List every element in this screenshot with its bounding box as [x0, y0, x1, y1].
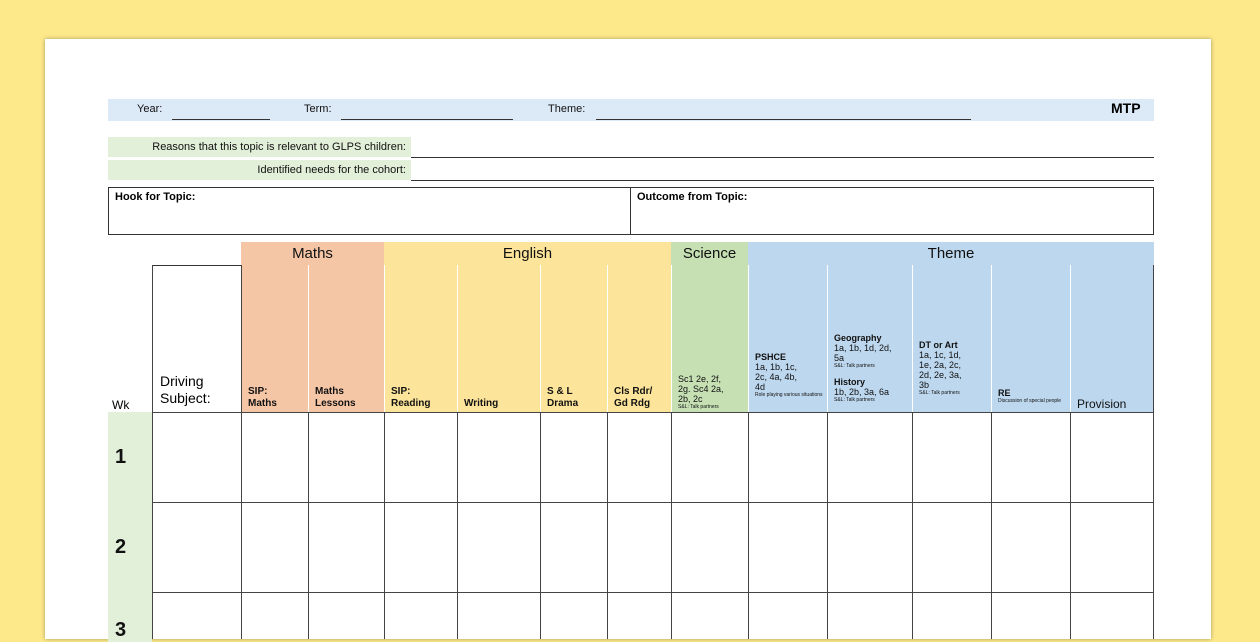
sip-reading-label-1: SIP: — [391, 386, 411, 397]
dt-line-2: 1e, 2a, 2c, — [919, 360, 962, 370]
week-grid — [45, 39, 1211, 639]
dt-note: S&L: Talk partners — [919, 390, 960, 396]
english-group-header: English — [384, 242, 671, 265]
year-label: Year: — [137, 103, 163, 115]
pshce-line-3: 4d — [755, 382, 766, 392]
week-number-1: 1 — [115, 446, 127, 468]
hist-note: S&L: Talk partners — [834, 397, 875, 403]
pshce-line-2: 2c, 4a, 4b, — [755, 372, 798, 382]
pshce-line-1: 1a, 1b, 1c, — [755, 362, 798, 372]
hist-title: History — [834, 377, 866, 387]
pshce-title: PSHCE — [755, 352, 787, 362]
needs-label: Identified needs for the cohort: — [108, 160, 411, 180]
provision-label: Provision — [1077, 397, 1127, 411]
sip-maths-label-1: SIP: — [248, 386, 268, 397]
theme-label: Theme: — [548, 103, 586, 115]
hist-line-1: 1b, 2b, 3a, 6a — [834, 387, 890, 397]
sip-maths-label-2: Maths — [248, 398, 277, 409]
week-number-3: 3 — [115, 619, 127, 641]
cls-label-1: Cls Rdr/ — [614, 386, 653, 397]
mtp-label: MTP — [1111, 100, 1141, 116]
wk-header: Wk — [112, 398, 130, 412]
geo-line-2: 5a — [834, 353, 845, 363]
maths-lessons-label-1: Maths — [315, 386, 344, 397]
geo-title: Geography — [834, 333, 882, 343]
maths-group-header: Maths — [241, 242, 384, 265]
dt-line-3: 2d, 2e, 3a, — [919, 370, 962, 380]
term-label: Term: — [304, 103, 332, 115]
hook-label: Hook for Topic: — [115, 191, 196, 203]
re-title: RE — [998, 388, 1011, 398]
week-number-2: 2 — [115, 536, 127, 558]
science-group-header: Science — [671, 242, 748, 265]
dt-line-1: 1a, 1c, 1d, — [919, 350, 962, 360]
sip-reading-label-2: Reading — [391, 398, 431, 409]
geo-note: S&L: Talk partners — [834, 363, 875, 369]
dt-line-4: 3b — [919, 380, 930, 390]
re-note: Discussion of special people — [998, 398, 1062, 404]
science-line-2: 2g. Sc4 2a, — [678, 384, 724, 394]
theme-group-header: Theme — [748, 242, 1154, 265]
pshce-note: Role playing various situations — [755, 392, 823, 398]
sl-label-2: Drama — [547, 398, 579, 409]
maths-lessons-label-2: Lessons — [315, 398, 356, 409]
driving-label-1: Driving — [160, 373, 204, 389]
writing-label: Writing — [464, 398, 499, 409]
driving-label-2: Subject: — [160, 390, 211, 406]
cls-label-2: Gd Rdg — [614, 398, 651, 409]
science-line-3: 2b, 2c — [678, 394, 703, 404]
science-line-1: Sc1 2e, 2f, — [678, 374, 722, 384]
outcome-label: Outcome from Topic: — [637, 191, 748, 203]
dt-title: DT or Art — [919, 340, 958, 350]
relevance-label: Reasons that this topic is relevant to GLPS children: — [108, 137, 411, 157]
science-note: S&L: Talk partners — [678, 404, 719, 410]
sl-label-1: S & L — [547, 386, 573, 397]
geo-line-1: 1a, 1b, 1d, 2d, — [834, 343, 892, 353]
